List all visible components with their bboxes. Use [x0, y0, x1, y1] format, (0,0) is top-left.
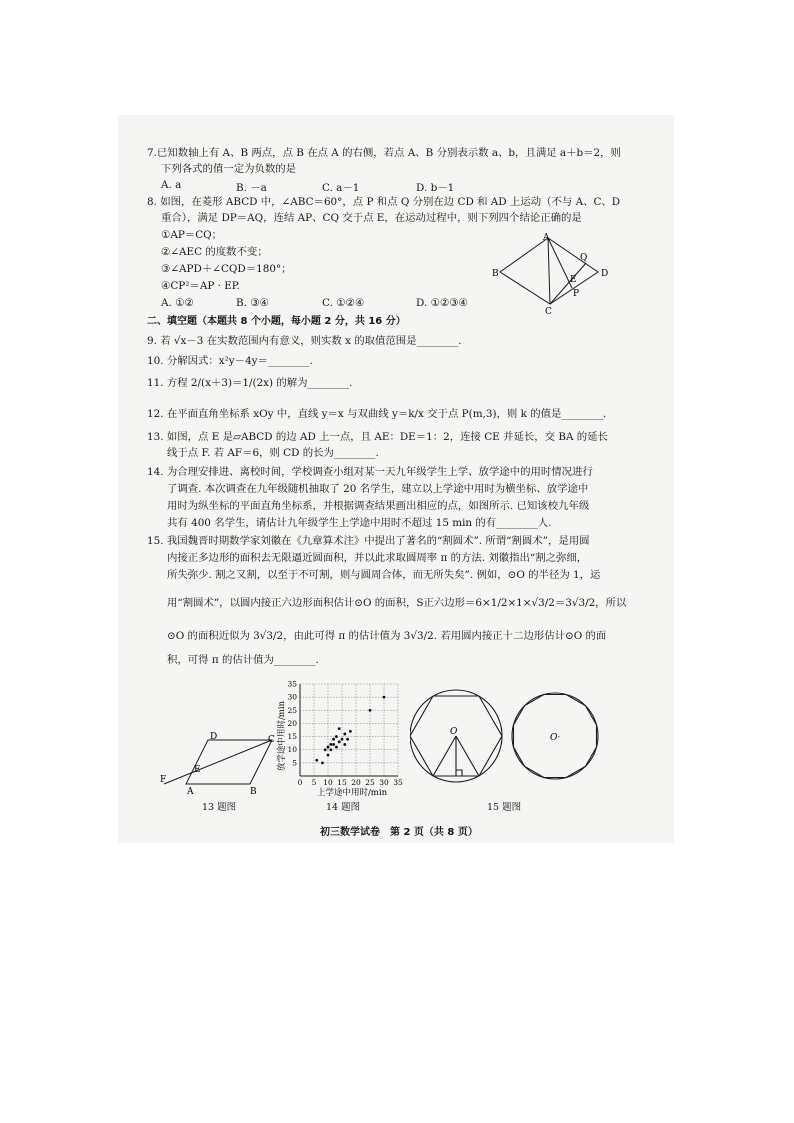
q8-item2: ②∠AEC 的度数不变； [161, 246, 268, 258]
fig15-label-o-dodecagon: O· [550, 733, 561, 743]
q8-line2: 重合），满足 DP＝AQ，连结 AP、CQ 交于点 E，在运动过程中，则下列四个结论正确的是 [161, 212, 582, 224]
q7-line2: 下列各式的值一定为负数的是 [161, 163, 297, 175]
q7-option-a: A. a [161, 179, 182, 191]
q7-line1: 7.已知数轴上有 A、B 两点，点 B 在点 A 的右侧，若点 A、B 分别表示数 a、b，且满足 a＋b＝2，则 [147, 147, 621, 159]
q15-line3: 所失弥少. 割之又割，以至于不可割，则与圆周合体，而无所失矣”. 例如，⊙O 的半径为 1，运 [167, 569, 601, 581]
q8-option-c: C. ①②④ [322, 297, 365, 309]
scatter-point [324, 748, 327, 751]
scatter-point [327, 746, 330, 749]
fig13-parallelogram [158, 732, 284, 796]
x-tick-label: 30 [379, 778, 389, 787]
q8-item1: ①AP＝CQ； [161, 229, 223, 241]
q15-line6: 积，可得 π 的估计值为________. [167, 654, 319, 666]
fig14-ylabel: 放学途中用时/min [277, 700, 287, 772]
y-tick-label: 25 [287, 705, 297, 715]
x-tick-label: 0 [297, 778, 303, 787]
q8-option-d: D. ①②③④ [416, 297, 468, 309]
q8-line1: 8. 如图，在菱形 ABCD 中，∠ABC＝60°，点 P 和点 Q 分别在边 CD 和 AD 上运动（不与 A、C、D [147, 196, 621, 208]
q13-line1: 13. 如图，点 E 是▱ABCD 的边 AD 上一点，且 AE：DE＝1：2，连接 CE 并延长，交 BA 的延长 [147, 431, 608, 443]
fig13-label-b: B [250, 787, 257, 796]
q9: 9. 若 √x－3 在实数范围内有意义，则实数 x 的取值范围是________. [147, 335, 462, 347]
fig13-label-f: F [160, 775, 167, 785]
y-tick-label: 30 [287, 692, 297, 702]
q15-line1: 15. 我国魏晋时期数学家刘徽在《九章算术注》中提出了著名的“割圆术”. 所谓“割圆术”，是用圆 [147, 535, 590, 547]
q8-label-b: B [492, 269, 499, 279]
x-tick-label: 15 [337, 778, 347, 787]
y-tick-label: 15 [287, 732, 297, 742]
q8-item3: ③∠APD＋∠CQD＝180°； [161, 263, 292, 275]
q7-option-b: B. －a [236, 182, 267, 194]
q8-rhombus-figure [486, 232, 616, 316]
scatter-point [343, 733, 346, 736]
q14-line3: 用时为纵坐标的平面直角坐标系，并根据调查结果画出相应的点，如图所示. 已知该校九年级 [167, 500, 590, 512]
scatter-point [329, 743, 332, 746]
q11: 11. 方程 2/(x＋3)＝1/(2x) 的解为________. [147, 377, 353, 389]
scatter-point [343, 743, 346, 746]
q8-label-q: Q [580, 253, 588, 263]
x-tick-label: 20 [351, 778, 361, 787]
q15-line4: 用“割圆术”，以圆内接正六边形面积估计⊙O 的面积，S正六边形＝6×1/2×1×√3/2＝3√3/2，所以 [167, 597, 627, 609]
x-tick-label: 35 [393, 778, 403, 787]
fig13-label-c: C [268, 735, 275, 745]
scatter-point [369, 709, 372, 712]
fig14-caption: 14 题图 [326, 802, 361, 813]
q13-line2: 线于点 F. 若 AF＝6，则 CD 的长为________. [167, 447, 379, 459]
section-heading-fill-in: 二、填空题（本题共 8 个小题，每小题 2 分，共 16 分） [147, 316, 406, 327]
fig15-circles [410, 678, 600, 796]
q7-option-c: C. a－1 [322, 182, 360, 194]
x-tick-label: 25 [365, 778, 375, 787]
y-tick-label: 5 [292, 758, 297, 768]
fig13-label-d: D [210, 732, 218, 742]
q12: 12. 在平面直角坐标系 xOy 中，直线 y＝x 与双曲线 y＝k/x 交于点 P(m,3)，则 k 的值是________. [147, 408, 607, 420]
scatter-point [338, 740, 341, 743]
page-footer: 初三数学试卷 第 2 页（共 8 页） [320, 827, 478, 838]
fig15-label-o-hexagon: O [450, 727, 458, 737]
q8-label-c: C [545, 307, 552, 316]
q14-line2: 了调查. 本次调查在九年级随机抽取了 20 名学生，建立以上学途中用时为横坐标、放学途中 [167, 483, 589, 495]
q8-item4: ④CP²＝AP · EP. [161, 280, 240, 292]
q14-line1: 14. 为合理安排进、离校时间，学校调查小组对某一天九年级学生上学、放学途中的用时情况进行 [147, 466, 593, 478]
scatter-point [341, 738, 344, 741]
scatter-point [335, 735, 338, 738]
q8-label-a: A [543, 233, 550, 243]
y-tick-label: 35 [287, 679, 297, 689]
fig15-caption: 15 题图 [487, 802, 522, 813]
scatter-point [327, 754, 330, 757]
scatter-point [332, 743, 335, 746]
scatter-point [332, 738, 335, 741]
q8-label-e: E [570, 275, 577, 285]
scatter-point [383, 696, 386, 699]
q8-option-a: A. ①② [161, 297, 194, 309]
scatter-point [346, 738, 349, 741]
x-tick-label: 5 [311, 778, 317, 787]
x-tick-label: 10 [323, 778, 333, 787]
scatter-point [349, 730, 352, 733]
scatter-point [338, 727, 341, 730]
y-tick-label: 10 [287, 745, 297, 755]
q10: 10. 分解因式：x²y－4y＝________. [147, 355, 313, 367]
q7-option-d: D. b－1 [416, 182, 455, 194]
q8-option-b: B. ③④ [236, 297, 269, 309]
fig14-scatter-plot [270, 674, 410, 798]
fig13-caption: 13 题图 [202, 802, 237, 813]
q15-line2: 内接正多边形的面积去无限逼近圆面积，并以此求取圆周率 π 的方法. 刘徽指出“割之弥细， [167, 552, 588, 564]
scatter-point [329, 748, 332, 751]
q8-label-d: D [601, 269, 609, 279]
q15-line5: ⊙O 的面积近似为 3√3/2，由此可得 π 的估计值为 3√3/2. 若用圆内接正十二边形估计⊙O 的面 [167, 630, 607, 642]
q8-label-p: P [573, 289, 580, 299]
fig13-label-e: E [194, 765, 201, 775]
scatter-point [321, 761, 324, 764]
y-tick-label: 20 [287, 718, 297, 728]
fig14-xlabel: 上学途中用时/min [316, 788, 388, 798]
scatter-point [315, 759, 318, 762]
scatter-point [335, 746, 338, 749]
q14-line4: 共有 400 名学生，请估计九年级学生上学途中用时不超过 15 min 的有________人. [167, 517, 552, 529]
fig13-label-a: A [187, 787, 194, 796]
